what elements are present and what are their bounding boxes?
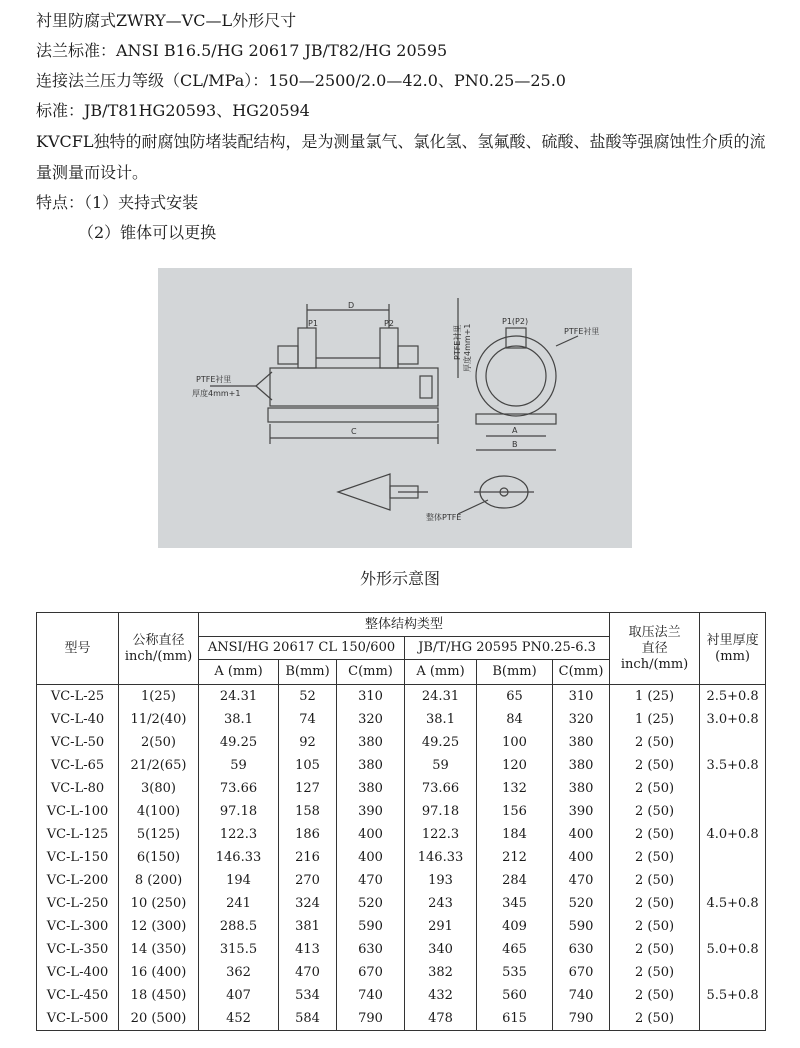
cell-jb-a: 382	[405, 961, 477, 984]
cell-jb-c: 630	[553, 938, 610, 961]
table-row	[37, 754, 766, 777]
cell-ansi-a: 146.33	[199, 846, 279, 869]
header-ansi-a: A (mm)	[199, 660, 279, 685]
cell-model: VC-L-50	[37, 731, 119, 754]
cell-ansi-a: 194	[199, 869, 279, 892]
cell-ansi-c: 470	[337, 869, 405, 892]
cell-ansi-a: 362	[199, 961, 279, 984]
cell-lining	[700, 731, 766, 754]
cell-ansi-b: 270	[279, 869, 337, 892]
cell-nominal: 10 (250)	[119, 892, 199, 915]
cell-tap: 2 (50)	[610, 892, 700, 915]
cell-jb-c: 470	[553, 869, 610, 892]
cell-jb-b: 345	[477, 892, 553, 915]
cell-ansi-c: 790	[337, 1007, 405, 1031]
cell-jb-a: 97.18	[405, 800, 477, 823]
end-flange	[420, 376, 432, 398]
cell-ansi-c: 740	[337, 984, 405, 1007]
cell-jb-b: 615	[477, 1007, 553, 1031]
cell-ansi-a: 59	[199, 754, 279, 777]
header-jb-c: C(mm)	[553, 660, 610, 685]
cell-ansi-b: 127	[279, 777, 337, 800]
cell-jb-b: 65	[477, 685, 553, 709]
cell-jb-a: 478	[405, 1007, 477, 1031]
cell-lining: 2.5+0.8	[700, 685, 766, 709]
header-model: 型号	[37, 613, 119, 685]
cell-ansi-b: 534	[279, 984, 337, 1007]
doc-title: 衬里防腐式ZWRY—VC—L外形尺寸	[36, 11, 297, 30]
label-p2: P2	[384, 319, 394, 328]
cell-ansi-b: 324	[279, 892, 337, 915]
base-plate	[268, 408, 438, 422]
table-row	[37, 846, 766, 869]
cell-model: VC-L-65	[37, 754, 119, 777]
flange-standard: 法兰标准：ANSI B16.5/HG 20617 JB/T82/HG 20595	[36, 41, 448, 60]
feature-1: 特点：（1）夹持式安装	[36, 193, 199, 212]
cell-jb-a: 291	[405, 915, 477, 938]
outline-drawing-svg	[158, 268, 632, 548]
table-row	[37, 984, 766, 1007]
cell-tap: 2 (50)	[610, 823, 700, 846]
cell-nominal: 21/2(65)	[119, 754, 199, 777]
cell-ansi-a: 452	[199, 1007, 279, 1031]
spec-table-body	[37, 685, 766, 1031]
cell-model: VC-L-25	[37, 685, 119, 709]
table-row	[37, 708, 766, 731]
cell-jb-b: 560	[477, 984, 553, 1007]
cell-jb-c: 670	[553, 961, 610, 984]
cell-ansi-a: 288.5	[199, 915, 279, 938]
pressure-rating: 连接法兰压力等级（CL/MPa）：150—2500/2.0—42.0、PN0.25—25.0	[36, 71, 566, 90]
cell-jb-a: 24.31	[405, 685, 477, 709]
cell-lining	[700, 869, 766, 892]
tap-left	[298, 328, 316, 368]
cell-tap: 2 (50)	[610, 846, 700, 869]
cell-ansi-c: 310	[337, 685, 405, 709]
cell-ansi-a: 97.18	[199, 800, 279, 823]
cell-lining: 3.5+0.8	[700, 754, 766, 777]
header-structure: 整体结构类型	[199, 613, 610, 637]
pipe-body	[270, 368, 438, 406]
tap-left-flange	[278, 346, 298, 364]
cell-nominal: 14 (350)	[119, 938, 199, 961]
cell-lining: 5.0+0.8	[700, 938, 766, 961]
cell-model: VC-L-125	[37, 823, 119, 846]
cell-ansi-c: 390	[337, 800, 405, 823]
label-ptfe-lining-left: PTFE衬里	[196, 375, 232, 384]
cell-ansi-c: 630	[337, 938, 405, 961]
cell-ansi-c: 380	[337, 777, 405, 800]
cell-ansi-c: 380	[337, 754, 405, 777]
cell-jb-a: 49.25	[405, 731, 477, 754]
label-ptfe-lining-vertical: PTFE衬里	[453, 324, 462, 360]
cell-jb-c: 380	[553, 777, 610, 800]
cell-jb-c: 790	[553, 1007, 610, 1031]
label-d: D	[348, 301, 355, 310]
cell-nominal: 3(80)	[119, 777, 199, 800]
table-row	[37, 823, 766, 846]
cell-jb-a: 59	[405, 754, 477, 777]
header-nominal: 公称直径 inch/(mm)	[119, 613, 199, 685]
cell-tap: 2 (50)	[610, 1007, 700, 1031]
cell-nominal: 18 (450)	[119, 984, 199, 1007]
table-row	[37, 800, 766, 823]
cell-ansi-c: 590	[337, 915, 405, 938]
cell-model: VC-L-350	[37, 938, 119, 961]
figure-caption: 外形示意图	[359, 569, 440, 588]
cell-jb-b: 132	[477, 777, 553, 800]
cell-jb-a: 73.66	[405, 777, 477, 800]
cell-jb-b: 84	[477, 708, 553, 731]
cell-ansi-a: 407	[199, 984, 279, 1007]
cell-ansi-b: 186	[279, 823, 337, 846]
cell-ansi-c: 380	[337, 731, 405, 754]
cell-model: VC-L-250	[37, 892, 119, 915]
table-row	[37, 777, 766, 800]
header-tap: 取压法兰 直径 inch/(mm)	[610, 613, 700, 685]
cell-nominal: 8 (200)	[119, 869, 199, 892]
header-ansi-c: C(mm)	[337, 660, 405, 685]
cell-nominal: 6(150)	[119, 846, 199, 869]
cell-ansi-b: 158	[279, 800, 337, 823]
cell-ansi-c: 320	[337, 708, 405, 731]
cell-lining	[700, 1007, 766, 1031]
label-b: B	[512, 440, 518, 449]
cell-jb-b: 212	[477, 846, 553, 869]
cell-jb-a: 146.33	[405, 846, 477, 869]
cell-ansi-a: 24.31	[199, 685, 279, 709]
cell-nominal: 4(100)	[119, 800, 199, 823]
cell-ansi-b: 52	[279, 685, 337, 709]
cell-ansi-b: 584	[279, 1007, 337, 1031]
cell-jb-b: 100	[477, 731, 553, 754]
cell-nominal: 16 (400)	[119, 961, 199, 984]
cell-ansi-a: 122.3	[199, 823, 279, 846]
cell-tap: 1 (25)	[610, 708, 700, 731]
table-row	[37, 938, 766, 961]
table-row	[37, 685, 766, 709]
cell-nominal: 5(125)	[119, 823, 199, 846]
cell-jb-c: 400	[553, 823, 610, 846]
table-row	[37, 961, 766, 984]
cell-jb-a: 122.3	[405, 823, 477, 846]
header-ansi-b: B(mm)	[279, 660, 337, 685]
cell-ansi-a: 73.66	[199, 777, 279, 800]
cell-jb-a: 38.1	[405, 708, 477, 731]
cell-jb-a: 340	[405, 938, 477, 961]
cell-tap: 2 (50)	[610, 777, 700, 800]
cell-tap: 2 (50)	[610, 754, 700, 777]
label-c: C	[351, 427, 357, 436]
cell-ansi-c: 400	[337, 823, 405, 846]
cell-model: VC-L-150	[37, 846, 119, 869]
cell-tap: 2 (50)	[610, 800, 700, 823]
section-inner	[486, 346, 546, 406]
cell-jb-c: 310	[553, 685, 610, 709]
intro-section	[36, 6, 781, 248]
cell-ansi-c: 670	[337, 961, 405, 984]
header-jb: JB/T/HG 20595 PN0.25-6.3	[405, 637, 610, 660]
description: KVCFL独特的耐腐蚀防堵装配结构，是为测量氯气、氯化氢、氢氟酸、硫酸、盐酸等强腐蚀性介质的流量测量而设计。	[36, 132, 766, 182]
cell-model: VC-L-80	[37, 777, 119, 800]
cell-nominal: 20 (500)	[119, 1007, 199, 1031]
cell-ansi-a: 241	[199, 892, 279, 915]
table-row	[37, 731, 766, 754]
cell-ansi-b: 74	[279, 708, 337, 731]
cell-jb-b: 465	[477, 938, 553, 961]
cell-nominal: 11/2(40)	[119, 708, 199, 731]
cell-jb-c: 320	[553, 708, 610, 731]
cell-tap: 2 (50)	[610, 869, 700, 892]
cell-ansi-b: 470	[279, 961, 337, 984]
cell-lining	[700, 777, 766, 800]
tap-right	[380, 328, 398, 368]
cell-lining: 3.0+0.8	[700, 708, 766, 731]
header-jb-a: A (mm)	[405, 660, 477, 685]
table-row	[37, 915, 766, 938]
cell-lining: 5.5+0.8	[700, 984, 766, 1007]
cell-model: VC-L-100	[37, 800, 119, 823]
cone	[338, 474, 390, 510]
table-row	[37, 1007, 766, 1031]
table-row	[37, 869, 766, 892]
cell-lining	[700, 846, 766, 869]
label-thickness-left: 厚度4mm+1	[192, 389, 241, 398]
standard: 标准：JB/T81HG20593、HG20594	[36, 101, 310, 120]
tap-right-flange	[398, 346, 418, 364]
cell-jb-b: 120	[477, 754, 553, 777]
header-ansi: ANSI/HG 20617 CL 150/600	[199, 637, 405, 660]
feature-2: （2）锥体可以更换	[78, 223, 217, 242]
cell-ansi-c: 400	[337, 846, 405, 869]
cell-jb-b: 409	[477, 915, 553, 938]
cell-jb-c: 380	[553, 731, 610, 754]
cell-nominal: 1(25)	[119, 685, 199, 709]
cell-jb-c: 520	[553, 892, 610, 915]
cell-model: VC-L-300	[37, 915, 119, 938]
cell-jb-a: 432	[405, 984, 477, 1007]
cell-tap: 1 (25)	[610, 685, 700, 709]
cell-lining: 4.5+0.8	[700, 892, 766, 915]
cell-ansi-b: 92	[279, 731, 337, 754]
cell-ansi-a: 38.1	[199, 708, 279, 731]
cell-jb-c: 380	[553, 754, 610, 777]
cell-nominal: 2(50)	[119, 731, 199, 754]
cell-jb-c: 590	[553, 915, 610, 938]
header-lining: 衬里厚度 (mm)	[700, 613, 766, 685]
label-p1p2: P1(P2)	[502, 317, 529, 326]
cell-model: VC-L-500	[37, 1007, 119, 1031]
cell-ansi-b: 381	[279, 915, 337, 938]
cell-ansi-b: 216	[279, 846, 337, 869]
cell-jb-b: 156	[477, 800, 553, 823]
cell-tap: 2 (50)	[610, 961, 700, 984]
cell-model: VC-L-40	[37, 708, 119, 731]
cell-jb-b: 284	[477, 869, 553, 892]
label-thickness-vertical: 厚度4mm+1	[463, 323, 472, 372]
table-row	[37, 892, 766, 915]
cell-lining: 4.0+0.8	[700, 823, 766, 846]
cell-lining	[700, 915, 766, 938]
cell-ansi-b: 413	[279, 938, 337, 961]
cell-jb-c: 740	[553, 984, 610, 1007]
cell-model: VC-L-200	[37, 869, 119, 892]
cell-tap: 2 (50)	[610, 915, 700, 938]
cell-jb-c: 390	[553, 800, 610, 823]
cell-model: VC-L-400	[37, 961, 119, 984]
label-cone: 整体PTFE	[426, 513, 462, 522]
cell-ansi-a: 315.5	[199, 938, 279, 961]
spec-table	[36, 612, 766, 1031]
cell-ansi-c: 520	[337, 892, 405, 915]
cell-jb-b: 535	[477, 961, 553, 984]
cell-tap: 2 (50)	[610, 938, 700, 961]
cell-model: VC-L-450	[37, 984, 119, 1007]
header-jb-b: B(mm)	[477, 660, 553, 685]
cell-ansi-a: 49.25	[199, 731, 279, 754]
cell-jb-a: 193	[405, 869, 477, 892]
label-p1: P1	[308, 319, 318, 328]
cell-tap: 2 (50)	[610, 731, 700, 754]
cell-lining	[700, 800, 766, 823]
label-a: A	[512, 426, 518, 435]
cell-ansi-b: 105	[279, 754, 337, 777]
cell-jb-c: 400	[553, 846, 610, 869]
label-ptfe-lining-section: PTFE衬里	[564, 327, 600, 336]
cell-jb-b: 184	[477, 823, 553, 846]
cell-jb-a: 243	[405, 892, 477, 915]
cell-nominal: 12 (300)	[119, 915, 199, 938]
cell-lining	[700, 961, 766, 984]
cell-tap: 2 (50)	[610, 984, 700, 1007]
outline-drawing	[158, 268, 632, 548]
